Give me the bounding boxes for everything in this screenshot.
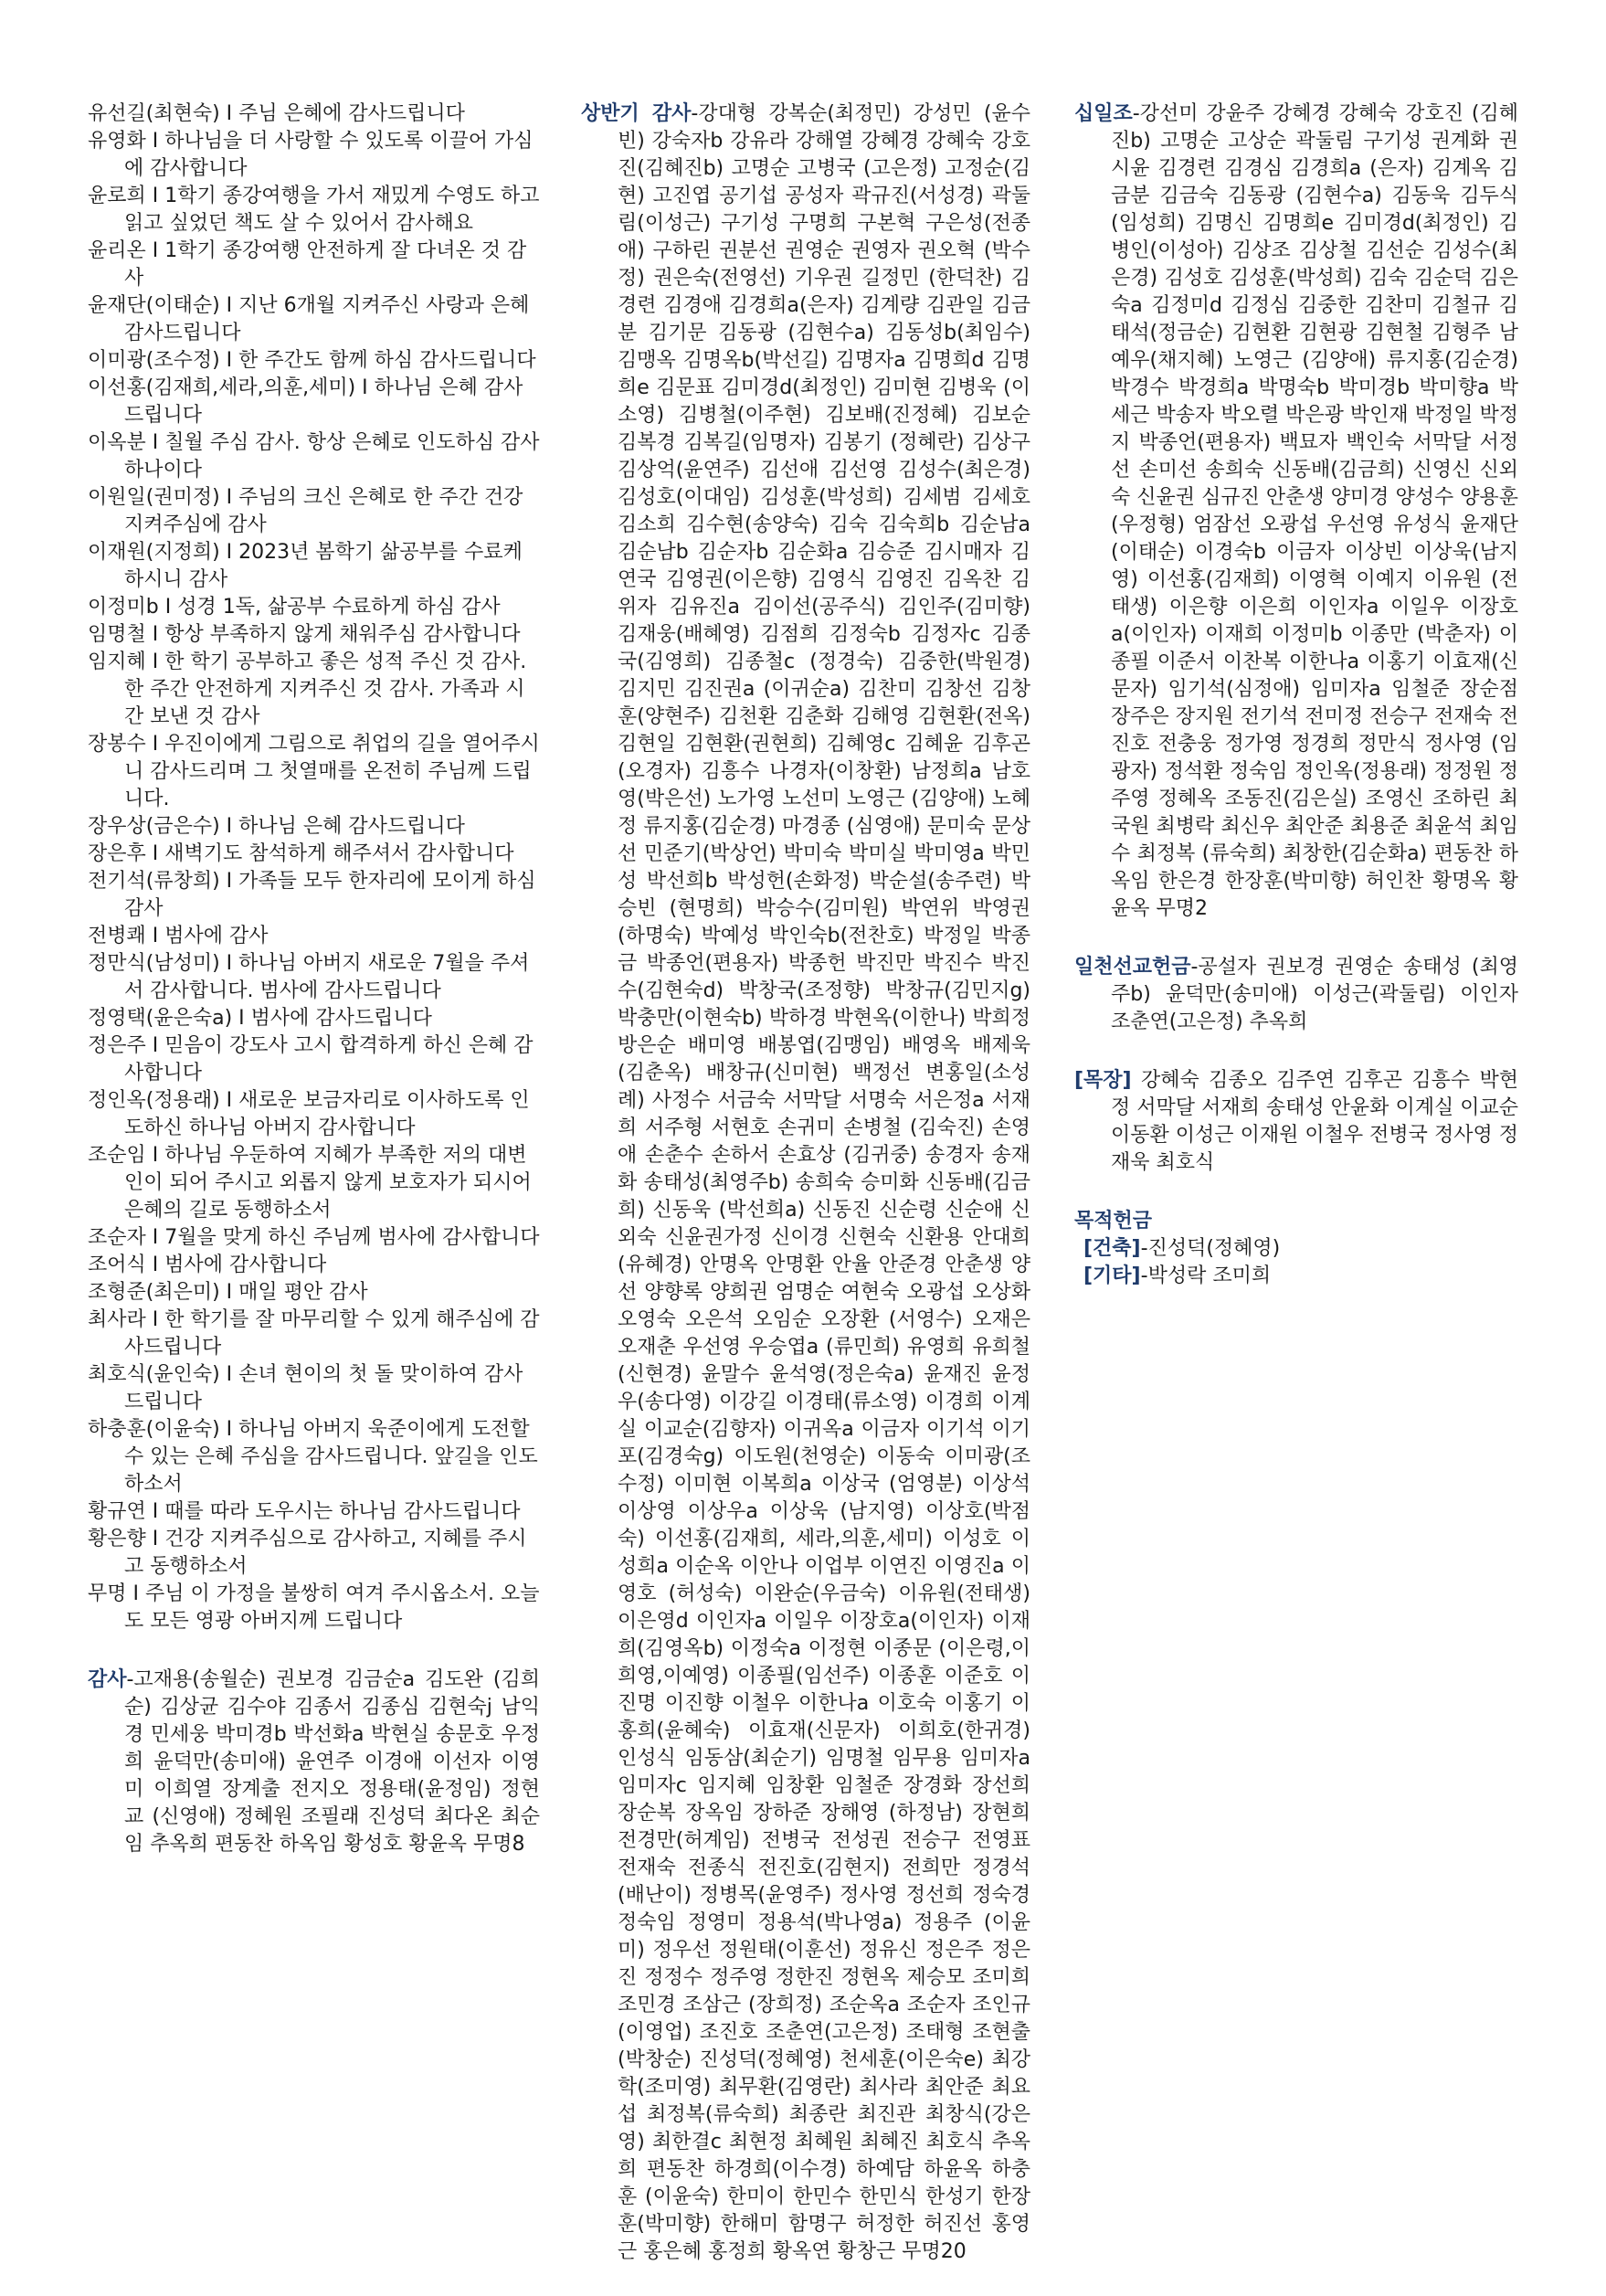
prayer-entry: 이미광(조수정) I 한 주간도 함께 하심 감사드립니다 — [88, 349, 536, 372]
name-list: 진성덕(정혜영) — [1147, 1237, 1281, 1260]
section-sipilijo: 십일조-강선미 강윤주 강혜경 강혜숙 강호진 (김혜진b) 고명순 고상순 곽둘림 구기성 권계화 권시윤 김경련 김경심 김경희a (은자) 김계옥 김금분 김금숙 김동광 (김현수a) 김동욱 김두식(임성희) 김명신 김명희e 김미경d(최정인) 김병인(이성아) 김상조 김상철 김선순 김성수(최은경) 김성호 김성훈(박성희) 김숙 김순덕 김은숙a 김정미d 김정심 김중한 김찬미 김철규 김태석(정금순) 김현환 김현광 김현철 김형주 남예우(채지혜) 노영근 (김양애) 류지홍(김순경) 박경수 박경희a 박명숙b 박미경b 박미향a 박세근 박송자 박오렬 박은광 박인재 박정일 박정지 박종언(편용자) 백묘자 백인숙 서막달 서정선 손미선 송희숙 신동배(김금희) 신영신 신외숙 신윤권 심규진 안춘생 양미경 양성수 양용훈(우정형) 엄잠선 오광섭 우선영 유성식 윤재단(이태순) 이경숙b 이금자 이상빈 이상욱(남지영) 이선홍(김재희) 이영혁 이예지 이유원 (전태생) 이은향 이은희 이인자a 이일우 이장호a(이인자) 이재희 이정미b 이종만 (박춘자) 이종필 이준서 이찬복 이한나a 이홍기 이효재(신문자) 임기석(심정애) 임미자a 임철준 장순점 장주은 장지원 전기석 전미정 전승구 전재숙 전진호 전충웅 정가영 정경희 정만식 정사영 (임광자) 정석환 정숙임 정인옥(정용래) 정정원 정주영 정혜옥 조동진(김은실) 조영신 조하린 최국원 최병락 최신우 최안준 최용준 최윤석 최임수 최정복 (류숙희) 최창한(김순화a) 편동찬 하옥임 한은경 한장훈(박미향) 허인찬 황명옥 황윤옥 무명2 — [1074, 102, 1518, 920]
mokjeok-label: [건축] — [1083, 1237, 1141, 1260]
prayer-entry: 이선홍(김재희,세라,의훈,세미) I 하나님 은혜 감사드립니다 — [88, 376, 523, 427]
section-heading: 일천선교헌금 — [1074, 956, 1191, 979]
section-heading: [목장] — [1074, 1069, 1132, 1092]
mokjeok-item: [건축]-진성덕(정혜영) — [1083, 1237, 1281, 1260]
section-heading: 십일조 — [1074, 102, 1133, 125]
prayer-entry: 임명철 I 항상 부족하지 않게 채워주심 감사합니다 — [88, 623, 521, 646]
prayer-entry: 장봉수 I 우진이에게 그림으로 취업의 길을 열어주시니 감사드리며 그 첫열매를 온전히 주님께 드립니다. — [88, 733, 540, 810]
prayer-entry: 윤리온 I 1학기 종강여행 안전하게 잘 다녀온 것 감사 — [88, 239, 527, 290]
section-mokjeok — [1074, 1208, 1518, 1290]
section-gamsa: 감사-고재용(송월순) 권보경 김금순a 김도완 (김희순) 김상균 김수야 김종서 김종심 김현숙j 남익경 민세웅 박미경b 박선화a 박현실 송문호 우정희 윤덕만(송미애) 윤연주 이경애 이선자 이영미 이희열 장계출 전지오 정용태(윤정임) 정현교 (신영애) 정혜원 조필래 진성덕 최다온 최순임 추옥희 편동찬 하옥임 황성호 황윤옥 무명8 — [88, 1668, 540, 1856]
prayer-entry: 정인옥(정용래) I 새로운 보금자리로 이사하도록 인도하신 하나님 아버지 감사합니다 — [88, 1089, 530, 1139]
prayer-entry: 유영화 I 하나님을 더 사랑할 수 있도록 이끌어 가심에 감사합니다 — [88, 130, 534, 180]
prayer-entry: 조순임 I 하나님 우둔하여 지혜가 부족한 저의 대변인이 되어 주시고 외롭지 않게 보호자가 되시어 은혜의 길로 동행하소서 — [88, 1144, 532, 1222]
prayer-entry: 정만식(남성미) I 하나님 아버지 새로운 7월을 주셔서 감사합니다. 범사에 감사드립니다 — [88, 952, 530, 1002]
name-list: 박성락 조미희 — [1147, 1264, 1272, 1287]
column-middle — [581, 101, 1030, 2266]
prayer-entry: 조어식 I 범사에 감사합니다 — [88, 1254, 327, 1276]
prayer-entry: 이원일(권미정) I 주님의 크신 은혜로 한 주간 건강 지켜주심에 감사 — [88, 486, 523, 536]
prayer-entry: 전기석(류창희) I 가족들 모두 한자리에 모이게 하심 감사 — [88, 870, 536, 920]
mokjeok-label: [기타] — [1083, 1264, 1141, 1287]
name-list: 강대형 강복순(최정민) 강성민 (윤수빈) 강숙자b 강유라 강해열 강혜경 강혜숙 강호진(김혜진b) 고명순 고병국 (고은정) 고정순(김현) 고진엽 공기섭 공성자 곽규진(서성경) 곽둘림(이성근) 구기성 구명희 구본혁 구은성(전종애) 구하린 권분선 권영순 권영자 권오혁 (박수정) 권은숙(전영선) 기우권 길정민 (한덕찬) 김경련 김경애 김경희a(은자) 김계량 김관일 김금분 김기문 김동광 (김현수a) 김동성b(최임수) 김맹옥 김명옥b(박선길) 김명자a 김명희d 김명희e 김문표 김미경d(최정인) 김미현 김병욱 (이소영) 김병철(이주현) 김보배(진정혜) 김보순 김복경 김복길(임명자) 김봉기 (정혜란) 김상구 김상억(윤연주) 김선애 김선영 김성수(최은경) 김성호(이대임) 김성훈(박성희) 김세범 김세호 김소희 김수현(송양숙) 김숙 김숙희b 김순남a 김순남b 김순자b 김순화a 김승준 김시매자 김연국 김영권(이은향) 김영식 김영진 김옥찬 김위자 김유진a 김이선(공주식) 김인주(김미향) 김재웅(배혜영) 김점희 김정숙b 김정자c 김종국(김영희) 김종철c (정경숙) 김중한(박원경) 김지민 김진권a (이귀순a) 김찬미 김창선 김창훈(양현주) 김천환 김춘화 김해영 김현환(전옥) 김현일 김현환(권현희) 김혜영c 김혜윤 김후곤 (오경자) 김흥수 나경자(이창환) 남정희a 남호영(박은선) 노가영 노선미 노영근 (김양애) 노혜정 류지홍(김순경) 마경종 (심영애) 문미숙 문상선 민준기(박상언) 박미숙 박미실 박미영a 박민성 박선희b 박성헌(손화정) 박순설(송주련) 박승빈 (현명희) 박승수(김미원) 박연위 박영권 (하명숙) 박예성 박인숙b(전찬호) 박정일 박종금 박종언(편용자) 박종헌 박진만 박진수 박진수(김현숙d) 박창국(조정향) 박창규(김민지g) 박충만(이현숙b) 박하경 박현옥(이한나) 박희정 방은순 배미영 배봉엽(김맹임) 배영옥 배제욱(김춘옥) 배창규(신미현) 백정선 변홍일(소성례) 사정수 서금숙 서막달 서명숙 서은정a 서재희 서주형 서현호 손귀미 손병철 (김숙진) 손영애 손춘수 손하서 손효상 (김귀중) 송경자 송재화 송태성(최영주b) 송희숙 승미화 신동배(김금희) 신동욱 (박선희a) 신동진 신순령 신순애 신외숙 신윤권가정 신이경 신현숙 신환용 안대희 (유혜경) 안명옥 안명환 안율 안준경 안춘생 양선 양향록 양희권 엄명순 여현숙 오광섭 오상화 오영숙 오은석 오임순 오장환 (서영수) 오재은 오재춘 우선영 우승엽a (류민희) 유영희 유희철(신현경) 윤말수 윤석영(정은숙a) 윤재진 윤정우(송다영) 이강길 이경태(류소영) 이경희 이계실 이교순(김향자) 이귀옥a 이금자 이기석 이기포(김경숙g) 이도원(천영순) 이동숙 이미광(조수정) 이미현 이복희a 이상국 (엄영분) 이상석 이상영 이상우a 이상욱 (남지영) 이상호(박점숙) 이선홍(김재희, 세라,의훈,세미) 이성호 이성희a 이순옥 이안나 이업부 이연진 이영진a 이영호 (허성숙) 이완순(우금숙) 이유원(전태생) 이은영d 이인자a 이일우 이장호a(이인자) 이재희(김영옥b) 이정숙a 이정현 이종문 (이은령,이희영,이예영) 이종필(임선주) 이종훈 이준호 이진명 이진향 이철우 이한나a 이호숙 이홍기 이홍희(윤혜숙) 이효재(신문자) 이희호(한귀경) 인성식 임동삼(최순기) 임명철 임무용 임미자a 임미자c 임지혜 임창환 임철준 장경화 장선희 장순복 장옥임 장하준 장해영 (하정남) 장현희 전경만(허계임) 전병국 전성권 전승구 전영표 전재숙 전종식 전진호(김현지) 전희만 정경석(배난이) 정병목(윤영주) 정사영 정선희 정숙경 정숙임 정영미 정용석(박나영a) 정용주 (이윤미) 정우선 정원태(이훈선) 정유신 정은주 정은진 정정수 정주영 정한진 정현옥 제승모 조미희 조민경 조삼근 (장희정) 조순옥a 조순자 조인규(이영업) 조진호 조춘연(고은정) 조태형 조현출 (박창순) 진성덕(정혜영) 천세훈(이은숙e) 최강학(조미영) 최무환(김영란) 최사라 최안준 최요섭 최정복(류숙희) 최종란 최진관 최창식(강은영) 최한결c 최현정 최혜원 최혜진 최호식 추옥희 편동찬 하경희(이수경) 하예담 하윤옥 하충훈 (이윤숙) 한미이 한민수 한민식 한성기 한장훈(박미향) 한해미 함명구 허정한 허진선 홍영근 홍은혜 홍정희 황옥연 황창근 무명20 — [618, 102, 1030, 2263]
column-left — [88, 101, 540, 1858]
prayer-entry: 최호식(윤인숙) I 손녀 현이의 첫 돌 맞이하여 감사드립니다 — [88, 1363, 523, 1413]
section-heading: 감사 — [88, 1668, 127, 1691]
prayer-entry: 유선길(최현숙) I 주님 은혜에 감사드립니다 — [88, 102, 465, 125]
prayer-entry: 이재원(지정희) I 2023년 봄학기 삶공부를 수료케 하시니 감사 — [88, 541, 523, 591]
section-heading: 상반기 감사 — [581, 102, 692, 125]
prayer-entry: 하충훈(이윤숙) I 하나님 아버지 욱준이에게 도전할 수 있는 은혜 주심을 감사드립니다. 앞길을 인도하소서 — [88, 1418, 538, 1496]
prayer-entry: 윤재단(이태순) I 지난 6개월 지켜주신 사랑과 은혜 감사드립니다 — [88, 294, 530, 344]
section-heading: 목적헌금 — [1074, 1210, 1153, 1233]
prayer-entry: 조순자 I 7월을 맞게 하신 주님께 범사에 감사합니다 — [88, 1226, 540, 1249]
prayer-list — [88, 101, 540, 1635]
prayer-entry: 장우상(금은수) I 하나님 은혜 감사드립니다 — [88, 815, 465, 838]
section-sangbangi: 상반기 감사-강대형 강복순(최정민) 강성민 (윤수빈) 강숙자b 강유라 강해열 강혜경 강혜숙 강호진(김혜진b) 고명순 고병국 (고은정) 고정순(김현) 고진엽 공기섭 공성자 곽규진(서성경) 곽둘림(이성근) 구기성 구명희 구본혁 구은성(전종애) 구하린 권분선 권영순 권영자 권오혁 (박수정) 권은숙(전영선) 기우권 길정민 (한덕찬) 김경련 김경애 김경희a(은자) 김계량 김관일 김금분 김기문 김동광 (김현수a) 김동성b(최임수) 김맹옥 김명옥b(박선길) 김명자a 김명희d 김명희e 김문표 김미경d(최정인) 김미현 김병욱 (이소영) 김병철(이주현) 김보배(진정혜) 김보순 김복경 김복길(임명자) 김봉기 (정혜란) 김상구 김상억(윤연주) 김선애 김선영 김성수(최은경) 김성호(이대임) 김성훈(박성희) 김세범 김세호 김소희 김수현(송양숙) 김숙 김숙희b 김순남a 김순남b 김순자b 김순화a 김승준 김시매자 김연국 김영권(이은향) 김영식 김영진 김옥찬 김위자 김유진a 김이선(공주식) 김인주(김미향) 김재웅(배혜영) 김점희 김정숙b 김정자c 김종국(김영희) 김종철c (정경숙) 김중한(박원경) 김지민 김진권a (이귀순a) 김찬미 김창선 김창훈(양현주) 김천환 김춘화 김해영 김현환(전옥) 김현일 김현환(권현희) 김혜영c 김혜윤 김후곤 (오경자) 김흥수 나경자(이창환) 남정희a 남호영(박은선) 노가영 노선미 노영근 (김양애) 노혜정 류지홍(김순경) 마경종 (심영애) 문미숙 문상선 민준기(박상언) 박미숙 박미실 박미영a 박민성 박선희b 박성헌(손화정) 박순설(송주련) 박승빈 (현명희) 박승수(김미원) 박연위 박영권 (하명숙) 박예성 박인숙b(전찬호) 박정일 박종금 박종언(편용자) 박종헌 박진만 박진수 박진수(김현숙d) 박창국(조정향) 박창규(김민지g) 박충만(이현숙b) 박하경 박현옥(이한나) 박희정 방은순 배미영 배봉엽(김맹임) 배영옥 배제욱(김춘옥) 배창규(신미현) 백정선 변홍일(소성례) 사정수 서금숙 서막달 서명숙 서은정a 서재희 서주형 서현호 손귀미 손병철 (김숙진) 손영애 손춘수 손하서 손효상 (김귀중) 송경자 송재화 송태성(최영주b) 송희숙 승미화 신동배(김금희) 신동욱 (박선희a) 신동진 신순령 신순애 신외숙 신윤권가정 신이경 신현숙 신환용 안대희 (유혜경) 안명옥 안명환 안율 안준경 안춘생 양선 양향록 양희권 엄명순 여현숙 오광섭 오상화 오영숙 오은석 오임순 오장환 (서영수) 오재은 오재춘 우선영 우승엽a (류민희) 유영희 유희철(신현경) 윤말수 윤석영(정은숙a) 윤재진 윤정우(송다영) 이강길 이경태(류소영) 이경희 이계실 이교순(김향자) 이귀옥a 이금자 이기석 이기포(김경숙g) 이도원(천영순) 이동숙 이미광(조수정) 이미현 이복희a 이상국 (엄영분) 이상석 이상영 이상우a 이상욱 (남지영) 이상호(박점숙) 이선홍(김재희, 세라,의훈,세미) 이성호 이성희a 이순옥 이안나 이업부 이연진 이영진a 이영호 (허성숙) 이완순(우금숙) 이유원(전태생) 이은영d 이인자a 이일우 이장호a(이인자) 이재희(김영옥b) 이정숙a 이정현 이종문 (이은령,이희영,이예영) 이종필(임선주) 이종훈 이준호 이진명 이진향 이철우 이한나a 이호숙 이홍기 이홍희(윤혜숙) 이효재(신문자) 이희호(한귀경) 인성식 임동삼(최순기) 임명철 임무용 임미자a 임미자c 임지혜 임창환 임철준 장경화 장선희 장순복 장옥임 장하준 장해영 (하정남) 장현희 전경만(허계임) 전병국 전성권 전승구 전영표 전재숙 전종식 전진호(김현지) 전희만 정경석(배난이) 정병목(윤영주) 정사영 정선희 정숙경 정숙임 정영미 정용석(박나영a) 정용주 (이윤미) 정우선 정원태(이훈선) 정유신 정은주 정은진 정정수 정주영 정한진 정현옥 제승모 조미희 조민경 조삼근 (장희정) 조순옥a 조순자 조인규(이영업) 조진호 조춘연(고은정) 조태형 조현출 (박창순) 진성덕(정혜영) 천세훈(이은숙e) 최강학(조미영) 최무환(김영란) 최사라 최안준 최요섭 최정복(류숙희) 최종란 최진관 최창식(강은영) 최한결c 최현정 최혜원 최혜진 최호식 추옥희 편동찬 하경희(이수경) 하예담 하윤옥 하충훈 (이윤숙) 한미이 한민수 한민식 한성기 한장훈(박미향) 한해미 함명구 허정한 허진선 홍영근 홍은혜 홍정희 황옥연 황창근 무명20 — [581, 102, 1030, 2263]
section-mokjang — [1074, 1067, 1518, 1177]
mokjeok-item: [기타]-박성락 조미희 — [1083, 1264, 1272, 1287]
prayer-entry: 전병쾌 I 범사에 감사 — [88, 925, 269, 947]
section-ilcheon: 일천선교헌금-공설자 권보경 권영순 송태성 (최영주b) 윤덕만(송미애) 이성근(곽둘림) 이인자 조춘연(고은정) 추옥희 — [1074, 956, 1518, 1033]
prayer-entry: 무명 I 주님 이 가정을 불쌍히 여겨 주시옵소서. 오늘도 모든 영광 아버지께 드립니다 — [88, 1582, 540, 1633]
prayer-entry: 정은주 I 믿음이 강도사 고시 합격하게 하신 은혜 감사합니다 — [88, 1034, 534, 1085]
prayer-entry: 정영택(윤은숙a) I 범사에 감사드립니다 — [88, 1007, 432, 1030]
name-list: 공설자 권보경 권영순 송태성 (최영주b) 윤덕만(송미애) 이성근(곽둘림) 이인자 조춘연(고은정) 추옥희 — [1111, 956, 1518, 1033]
section-heading-row — [1074, 1208, 1518, 1235]
name-list: 고재용(송월순) 권보경 김금순a 김도완 (김희순) 김상균 김수야 김종서 김종심 김현숙j 남익경 민세웅 박미경b 박선화a 박현실 송문호 우정희 윤덕만(송미애) 윤연주 이경애 이선자 이영미 이희열 장계출 전지오 정용태(윤정임) 정현교 (신영애) 정혜원 조필래 진성덕 최다온 최순임 추옥희 편동찬 하옥임 황성호 황윤옥 무명8 — [124, 1668, 540, 1856]
prayer-entry: 최사라 I 한 학기를 잘 마무리할 수 있게 해주심에 감사드립니다 — [88, 1308, 540, 1359]
prayer-entry: 황규연 I 때를 따라 도우시는 하나님 감사드립니다 — [88, 1500, 521, 1523]
prayer-entry: 이옥분 I 칠월 주심 감사. 항상 은혜로 인도하심 감사하나이다 — [88, 431, 540, 481]
prayer-entry: 임지혜 I 한 학기 공부하고 좋은 성적 주신 것 감사. 한 주간 안전하게 지켜주신 것 감사. 가족과 시간 보낸 것 감사 — [88, 651, 527, 728]
name-list: 강혜숙 김종오 김주연 김후곤 김흥수 박현정 서막달 서재희 송태성 안윤화 이계실 이교순 이동환 이성근 이재원 이철우 전병국 정사영 정재욱 최호식 — [1111, 1069, 1518, 1174]
name-list: 강선미 강윤주 강혜경 강혜숙 강호진 (김혜진b) 고명순 고상순 곽둘림 구기성 권계화 권시윤 김경련 김경심 김경희a (은자) 김계옥 김금분 김금숙 김동광 (김현수a) 김동욱 김두식(임성희) 김명신 김명희e 김미경d(최정인) 김병인(이성아) 김상조 김상철 김선순 김성수(최은경) 김성호 김성훈(박성희) 김숙 김순덕 김은숙a 김정미d 김정심 김중한 김찬미 김철규 김태석(정금순) 김현환 김현광 김현철 김형주 남예우(채지혜) 노영근 (김양애) 류지홍(김순경) 박경수 박경희a 박명숙b 박미경b 박미향a 박세근 박송자 박오렬 박은광 박인재 박정일 박정지 박종언(편용자) 백묘자 백인숙 서막달 서정선 손미선 송희숙 신동배(김금희) 신영신 신외숙 신윤권 심규진 안춘생 양미경 양성수 양용훈(우정형) 엄잠선 오광섭 우선영 유성식 윤재단(이태순) 이경숙b 이금자 이상빈 이상욱(남지영) 이선홍(김재희) 이영혁 이예지 이유원 (전태생) 이은향 이은희 이인자a 이일우 이장호a(이인자) 이재희 이정미b 이종만 (박춘자) 이종필 이준서 이찬복 이한나a 이홍기 이효재(신문자) 임기석(심정애) 임미자a 임철준 장순점 장주은 장지원 전기석 전미정 전승구 전재숙 전진호 전충웅 정가영 정경희 정만식 정사영 (임광자) 정석환 정숙임 정인옥(정용래) 정정원 정주영 정혜옥 조동진(김은실) 조영신 조하린 최국원 최병락 최신우 최안준 최용준 최윤석 최임수 최정복 (류숙희) 최창한(김순화a) 편동찬 하옥임 한은경 한장훈(박미향) 허인찬 황명옥 황윤옥 무명2 — [1111, 102, 1518, 920]
column-right — [1074, 101, 1518, 1290]
prayer-entry: 윤로희 I 1학기 종강여행을 가서 재밌게 수영도 하고 읽고 싶었던 책도 살 수 있어서 감사해요 — [88, 185, 540, 235]
prayer-entry: 황은향 I 건강 지켜주심으로 감사하고, 지혜를 주시고 동행하소서 — [88, 1528, 527, 1578]
prayer-entry: 장은후 I 새벽기도 참석하게 해주셔서 감사합니다 — [88, 842, 514, 865]
prayer-entry: 이정미b I 성경 1독, 삶공부 수료하게 하심 감사 — [88, 596, 501, 619]
prayer-entry: 조형준(최은미) I 매일 평안 감사 — [88, 1281, 368, 1304]
